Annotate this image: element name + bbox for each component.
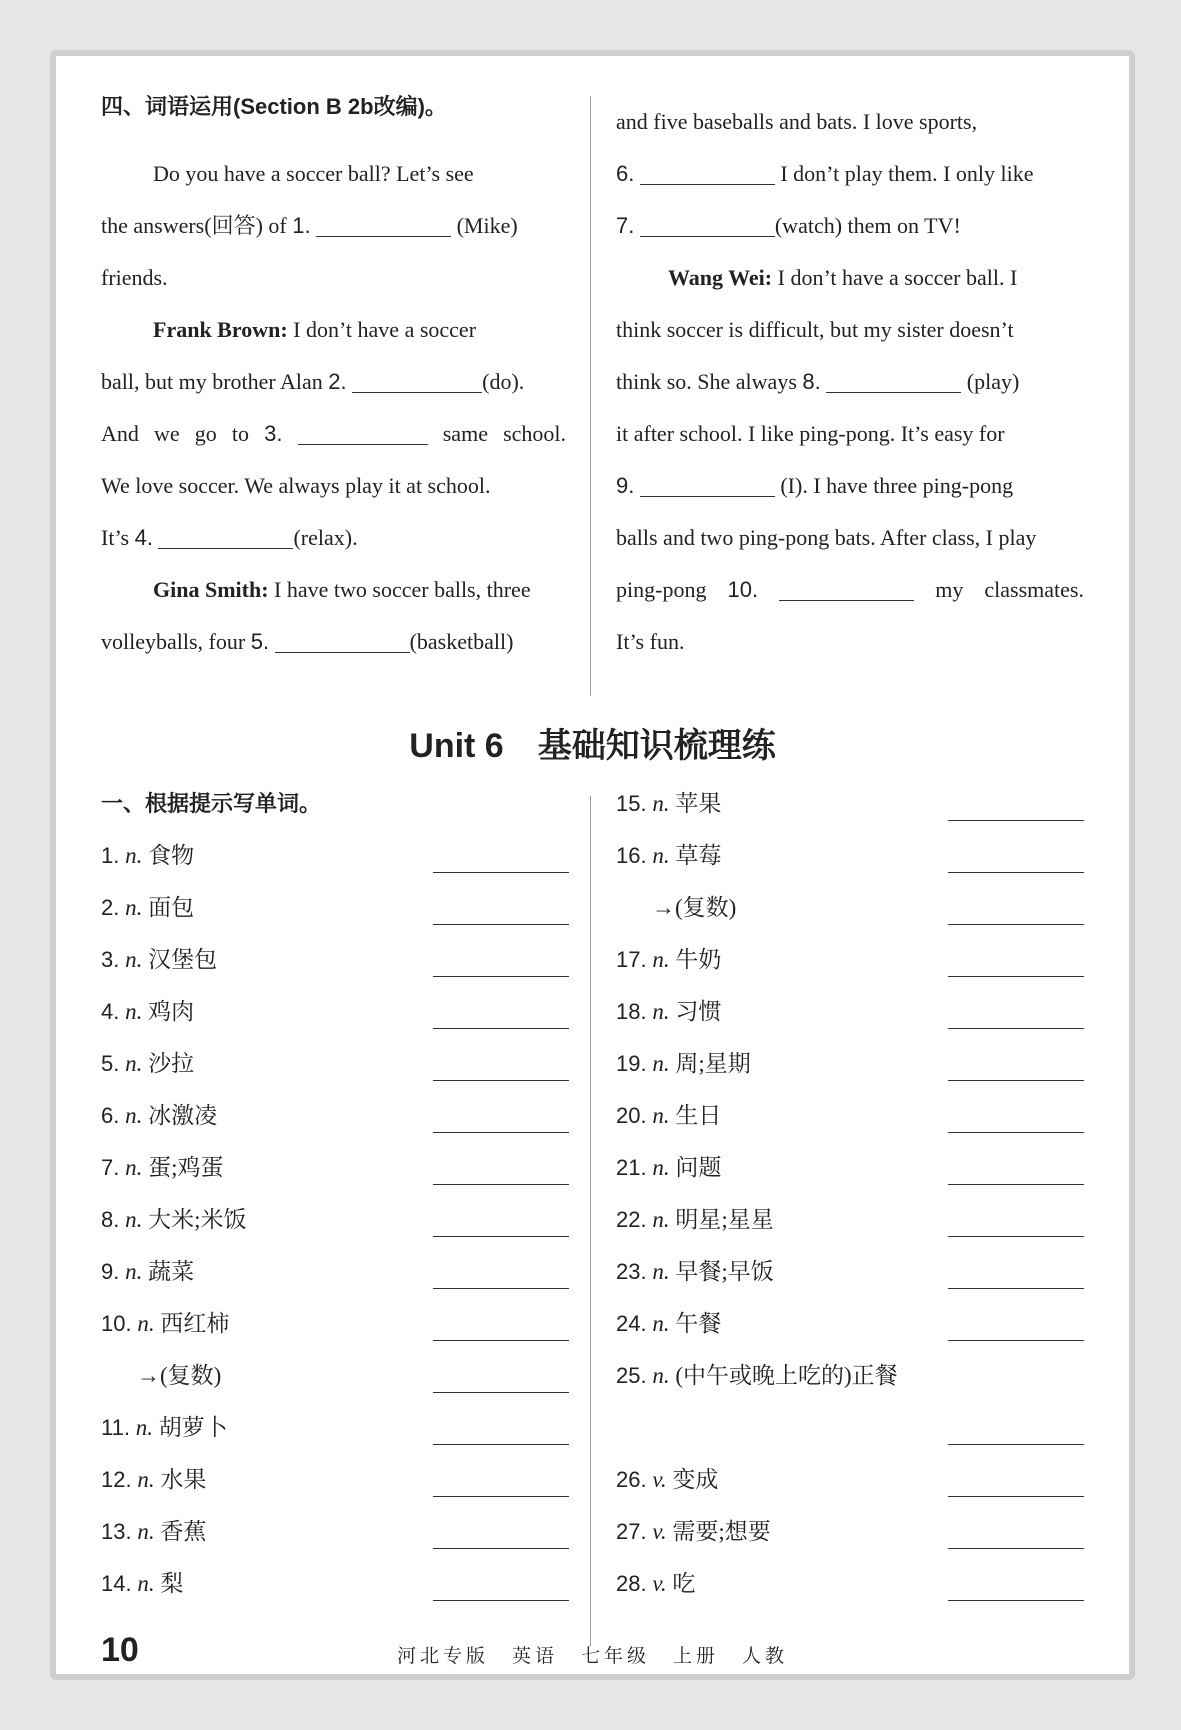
vocab-item [616,830,721,882]
vocab-item [616,1246,774,1298]
answer-blank-10[interactable] [779,574,914,601]
answer-blank[interactable] [433,1496,569,1497]
item-number: 13. [101,1519,132,1544]
item-number: 19. [616,1051,647,1076]
hint: (do). [482,369,525,394]
column-divider [590,96,591,696]
intro-line-3: friends. [101,265,168,290]
frank-line-2 [101,356,566,408]
chinese-meaning: 早餐;早饭 [675,1259,774,1284]
text: my classmates. [935,577,1084,602]
part-of-speech: n. [652,791,670,816]
vocab-item [101,986,194,1038]
item-number: 2. [101,895,120,920]
item-number: 18. [616,999,647,1024]
vocab-item [616,882,736,934]
item-number: 7. [101,1155,120,1180]
chinese-meaning: 梨 [160,1571,184,1596]
blank-number: 9. [616,473,635,498]
item-number: 12. [101,1467,132,1492]
chinese-meaning: 蔬菜 [148,1259,195,1284]
blank-number: 8. [802,369,821,394]
unit-title: Unit 6 基础知识梳理练 [409,727,776,765]
answer-blank[interactable] [948,1184,1084,1185]
frank-line-4: We love soccer. We always play it at school. [101,473,491,498]
vocab-item [101,1558,183,1610]
worksheet-page [50,50,1135,1680]
chinese-meaning: 牛奶 [675,947,722,972]
footer-text: 河北专版 英语 七年级 上册 人教 [396,1646,788,1667]
chinese-meaning: 习惯 [675,999,722,1024]
answer-blank[interactable] [948,820,1084,821]
part-of-speech: v. [652,1519,667,1544]
wang-line-1 [616,252,1084,304]
vocab-item [616,934,721,986]
intro-line-1: Do you have a soccer ball? Let’s see [153,161,474,186]
answer-blank[interactable] [433,1600,569,1601]
gina-line-4 [616,148,1084,200]
chinese-meaning: 胡萝卜 [158,1415,228,1440]
item-number: 15. [616,791,647,816]
part-of-speech: n. [652,947,670,972]
gina-line-1 [101,564,566,616]
answer-blank[interactable] [433,1288,569,1289]
answer-blank-2[interactable] [352,366,482,393]
wang-line-5 [616,460,1084,512]
answer-blank[interactable] [433,1236,569,1237]
gina-line-2 [101,616,566,668]
text: think so. She always [616,369,797,394]
answer-blank[interactable] [948,872,1084,873]
vocab-section-heading: 一、根据提示写单词。 [101,791,322,816]
part-of-speech: n. [652,1051,670,1076]
item-number: 20. [616,1103,647,1128]
item-number: 17. [616,947,647,972]
vocab-item [616,1350,898,1402]
part-of-speech: n. [125,895,143,920]
speaker-name: Gina Smith: [153,577,269,602]
answer-blank[interactable] [948,1236,1084,1237]
chinese-meaning: 水果 [160,1467,207,1492]
blank-number: 3. [264,421,283,446]
item-number: 6. [101,1103,120,1128]
chinese-meaning: 需要;想要 [672,1519,771,1544]
answer-blank-1[interactable] [316,210,451,237]
answer-blank[interactable] [948,1340,1084,1341]
speaker-name: Wang Wei: [668,265,773,290]
vocab-item [101,1506,206,1558]
vocab-item [101,1246,194,1298]
text: I don’t play them. I only like [780,161,1034,186]
gina-line-3: and five baseballs and bats. I love sports, [616,109,978,134]
vocab-item [616,1090,721,1142]
answer-blank[interactable] [433,1028,569,1029]
chinese-meaning: 苹果 [675,791,722,816]
vocab-item [616,1454,718,1506]
wang-line-3 [616,356,1084,408]
part-of-speech: n. [135,1415,153,1440]
item-number: 4. [101,999,120,1024]
item-number: 28. [616,1571,647,1596]
answer-blank-4[interactable] [158,522,293,549]
item-number: 3. [101,947,120,972]
chinese-meaning: 吃 [672,1571,696,1596]
hint: (relax). [293,525,358,550]
wang-line-8: It’s fun. [616,629,685,654]
chinese-meaning: 午餐 [675,1311,722,1336]
item-number: 8. [101,1207,120,1232]
vocab-item [101,1194,247,1246]
chinese-meaning: 问题 [675,1155,722,1180]
item-number: 9. [101,1259,120,1284]
answer-blank[interactable] [433,1184,569,1185]
answer-blank[interactable] [948,1496,1084,1497]
blank-number: 10. [727,577,759,602]
answer-blank[interactable] [948,1132,1084,1133]
item-number: 16. [616,843,647,868]
item-number: 1. [101,843,120,868]
vocab-item [101,1090,217,1142]
part-of-speech: n. [125,999,143,1024]
text: ping-pong [616,577,707,602]
part-of-speech: n. [125,1207,143,1232]
part-of-speech: n. [137,1311,155,1336]
wang-line-6: balls and two ping-pong bats. After class, I play [616,525,1037,550]
chinese-meaning: 鸡肉 [148,999,195,1024]
chinese-meaning: →(复数) [652,895,737,920]
part-of-speech: n. [652,1207,670,1232]
part-of-speech: n. [125,1259,143,1284]
intro-line-2 [101,200,566,252]
answer-blank-9[interactable] [640,470,775,497]
chinese-meaning: 西红柿 [160,1311,230,1336]
vocab-item [616,1038,751,1090]
vocab-item [101,1142,224,1194]
chinese-meaning: 变成 [672,1467,719,1492]
frank-line-3 [101,408,566,460]
answer-blank[interactable] [433,1444,569,1445]
part-of-speech: n. [125,1155,143,1180]
answer-blank[interactable] [433,1548,569,1549]
chinese-meaning: 周;星期 [675,1051,751,1076]
answer-blank[interactable] [948,1548,1084,1549]
vocab-item [616,778,721,830]
vocab-item [101,1402,228,1454]
text: I have two soccer balls, three [274,577,531,602]
text: volleyballs, four [101,629,246,654]
item-number: 10. [101,1311,132,1336]
gina-line-5 [616,200,1084,252]
chinese-meaning: 面包 [148,895,195,920]
vocab-item [101,1038,194,1090]
chinese-meaning: 大米;米饭 [148,1207,247,1232]
page-number: 10 [101,1631,139,1669]
blank-number: 7. [616,213,635,238]
chinese-meaning: (中午或晚上吃的)正餐 [675,1363,898,1388]
item-number: 25. [616,1363,647,1388]
item-number: 11. [101,1415,130,1440]
text: It’s [101,525,130,550]
blank-number: 1. [292,213,311,238]
part-of-speech: n. [652,999,670,1024]
answer-blank[interactable] [433,924,569,925]
answer-blank[interactable] [433,872,569,873]
wang-line-2: think soccer is difficult, but my sister doesn’t [616,317,1014,342]
vocab-item [101,1298,229,1350]
hint: (I). I have three ping-pong [780,473,1014,498]
item-number: 22. [616,1207,647,1232]
answer-blank-5[interactable] [275,626,410,653]
part-of-speech: v. [652,1467,667,1492]
answer-blank[interactable] [433,1132,569,1133]
speaker-name: Frank Brown: [153,317,288,342]
answer-blank[interactable] [948,1600,1084,1601]
part-of-speech: n. [125,843,143,868]
chinese-meaning: 食物 [148,843,195,868]
vocab-item [616,1506,771,1558]
part-of-speech: n. [125,1103,143,1128]
chinese-meaning: 沙拉 [148,1051,195,1076]
chinese-meaning: 草莓 [675,843,722,868]
item-number: 23. [616,1259,647,1284]
part-of-speech: n. [125,947,143,972]
vocab-item [616,1142,721,1194]
answer-blank[interactable] [948,1080,1084,1081]
blank-number: 4. [134,525,153,550]
part-of-speech: n. [652,1259,670,1284]
answer-blank-7[interactable] [640,210,775,237]
item-number: 26. [616,1467,647,1492]
column-divider [590,796,591,1646]
vocab-item [616,1298,721,1350]
item-number: 5. [101,1051,120,1076]
part-of-speech: n. [652,1363,670,1388]
part-of-speech: n. [652,1155,670,1180]
text: ball, but my brother Alan [101,369,323,394]
part-of-speech: v. [652,1571,667,1596]
answer-blank[interactable] [433,1392,569,1393]
chinese-meaning: 香蕉 [160,1519,207,1544]
answer-blank[interactable] [948,1028,1084,1029]
part-of-speech: n. [652,843,670,868]
answer-blank-6[interactable] [640,158,775,185]
part-of-speech: n. [652,1103,670,1128]
text: same school. [442,421,567,446]
vocab-item [616,1194,774,1246]
part-of-speech: n. [652,1311,670,1336]
answer-blank-3[interactable] [298,418,428,445]
chinese-meaning: →(复数) [137,1363,222,1388]
blank-number: 6. [616,161,635,186]
item-number: 14. [101,1571,132,1596]
section-heading: 四、词语运用(Section B 2b改编)。 [101,94,447,119]
text: the answers(回答) of [101,213,287,238]
chinese-meaning: 蛋;鸡蛋 [148,1155,224,1180]
passage-right [616,96,1084,668]
answer-blank[interactable] [433,976,569,977]
answer-blank[interactable] [433,1080,569,1081]
vocab-item [616,986,721,1038]
wang-line-4: it after school. I like ping-pong. It’s easy for [616,421,1005,446]
vocab-item [101,830,194,882]
frank-line-5 [101,512,566,564]
text: And we go to [101,421,250,446]
answer-blank-8[interactable] [826,366,961,393]
chinese-meaning: 明星;星星 [675,1207,774,1232]
wang-line-7 [616,564,1084,616]
item-number: 21. [616,1155,647,1180]
chinese-meaning: 冰激凌 [148,1103,218,1128]
vocab-item [101,1454,206,1506]
vocab-item [616,1558,695,1610]
item-number: 24. [616,1311,647,1336]
answer-blank[interactable] [948,924,1084,925]
frank-line-1 [101,304,566,356]
text: I don’t have a soccer [293,317,477,342]
item-number: 27. [616,1519,647,1544]
answer-blank[interactable] [948,976,1084,977]
answer-blank[interactable] [948,1444,1084,1445]
chinese-meaning: 生日 [675,1103,722,1128]
vocab-item [101,934,217,986]
part-of-speech: n. [137,1571,155,1596]
chinese-meaning: 汉堡包 [148,947,218,972]
part-of-speech: n. [137,1519,155,1544]
hint: (Mike) [456,213,518,238]
hint: (play) [966,369,1020,394]
part-of-speech: n. [125,1051,143,1076]
vocab-item [616,1402,652,1454]
answer-blank[interactable] [433,1340,569,1341]
vocab-item [101,1350,221,1402]
vocab-item [101,882,194,934]
blank-number: 2. [328,369,347,394]
part-of-speech: n. [137,1467,155,1492]
hint: (basketball) [409,629,514,654]
passage-left [101,148,566,668]
blank-number: 5. [250,629,270,654]
text: I don’t have a soccer ball. I [777,265,1018,290]
answer-blank[interactable] [948,1288,1084,1289]
hint: (watch) them on TV! [774,213,961,238]
